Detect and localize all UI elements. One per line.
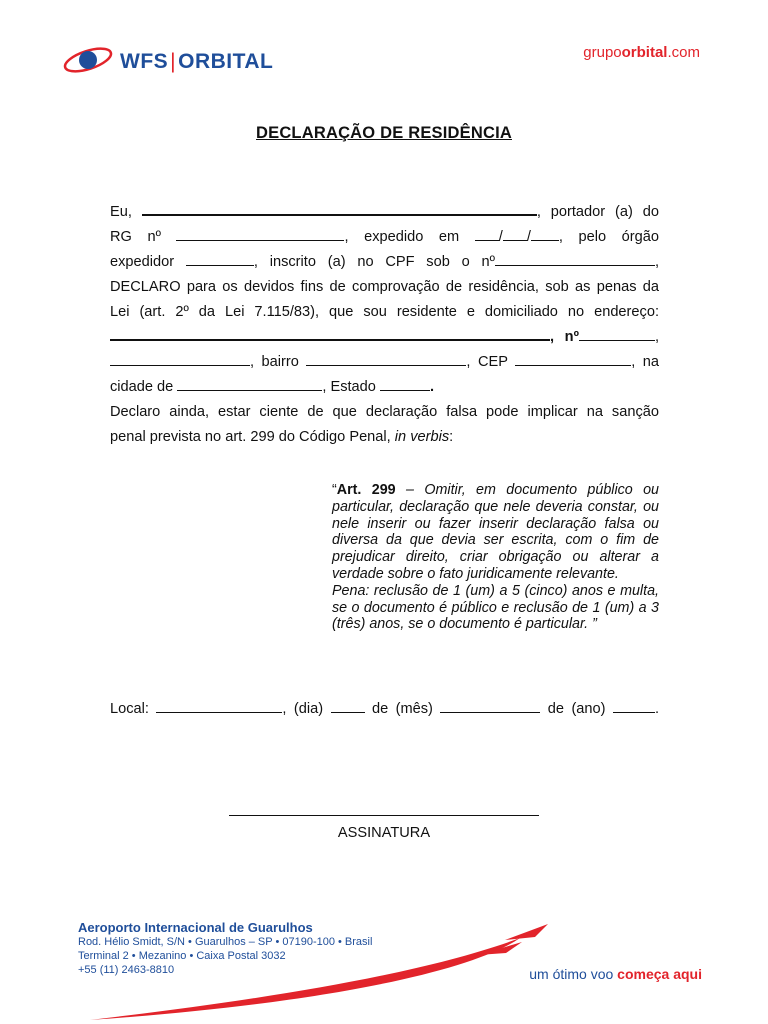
orbital-logo-icon <box>58 38 122 80</box>
date-line: Local: , (dia) de (mês) de (ano) . <box>110 697 659 722</box>
body-line-cpf: expedidor , inscrito (a) no CPF sob o nº , <box>110 250 659 275</box>
local-field[interactable] <box>156 698 282 713</box>
body-line-ciente: Declaro ainda, estar ciente de que declaração falsa pode implicar na sanção <box>110 404 659 420</box>
body-line-rg: RG nº , expedido em / / , pelo órgão <box>110 225 659 250</box>
cpf-field[interactable] <box>495 251 655 266</box>
rg-field[interactable] <box>176 226 344 241</box>
date-day-field[interactable] <box>475 226 499 241</box>
year-field[interactable] <box>613 698 655 713</box>
signature-label: ASSINATURA <box>337 825 431 841</box>
signature-line[interactable] <box>229 815 539 816</box>
address-field[interactable] <box>110 325 550 341</box>
month-field[interactable] <box>440 698 540 713</box>
footer-title: Aeroporto Internacional de Guarulhos <box>78 920 313 935</box>
date-year-field[interactable] <box>531 226 559 241</box>
company-logo <box>58 38 288 80</box>
logo-wordmark: WFS|ORBITAL <box>120 50 274 73</box>
date-month-field[interactable] <box>503 226 527 241</box>
footer-address-line: Rod. Hélio Smidt, S/N • Guarulhos – SP • 07190-100 • Brasil <box>78 936 373 948</box>
bairro-field[interactable] <box>306 351 466 366</box>
body-line-city: cidade de , Estado . <box>110 375 659 400</box>
day-field[interactable] <box>331 698 365 713</box>
name-field[interactable] <box>142 200 537 216</box>
body-line-lei: Lei (art. 2º da Lei 7.115/83), que sou residente e domiciliado no endereço: <box>110 304 659 320</box>
issuer-field[interactable] <box>186 251 254 266</box>
cep-field[interactable] <box>515 351 631 366</box>
body-line-name: Eu, , portador (a) do <box>110 200 659 225</box>
footer-phone: +55 (11) 2463-8810 <box>78 964 175 976</box>
legal-quote: “Art. 299 – Omitir, em documento público ou particular, declaração que nele deveria constar, ou nele inserir ou fazer inserir declaração falsa ou diversa da que devia ser escrita, com o fim de prejudicar direito, criar obrigação ou alterar a verdade sobre o fato juridicamente relevante. Pena: reclusão de 1 (um) a 5 (cinco) anos e multa, se o documento é público e reclusão de 1 (um) a 3 (três) anos, se o documento é particular. ” <box>332 482 660 633</box>
address-complement-field[interactable] <box>110 351 250 366</box>
body-line-penal: penal prevista no art. 299 do Código Penal, in verbis: <box>110 429 454 445</box>
city-field[interactable] <box>177 376 322 391</box>
body-line-declaro: DECLARO para os devidos fins de comprovação de residência, sob as penas da <box>110 279 659 295</box>
footer-address-line: Terminal 2 • Mezanino • Caixa Postal 3032 <box>78 950 286 962</box>
footer-slogan: um ótimo voo começa aqui <box>529 966 702 982</box>
page-title: DECLARAÇÃO DE RESIDÊNCIA <box>256 124 512 142</box>
website-link[interactable]: grupoorbital.com <box>583 44 700 61</box>
state-field[interactable] <box>380 376 430 391</box>
body-line-bairro: , bairro , CEP , na <box>110 350 659 375</box>
body-line-address: , nº , <box>110 325 659 350</box>
footer-address <box>78 920 372 977</box>
number-field[interactable] <box>579 326 655 341</box>
